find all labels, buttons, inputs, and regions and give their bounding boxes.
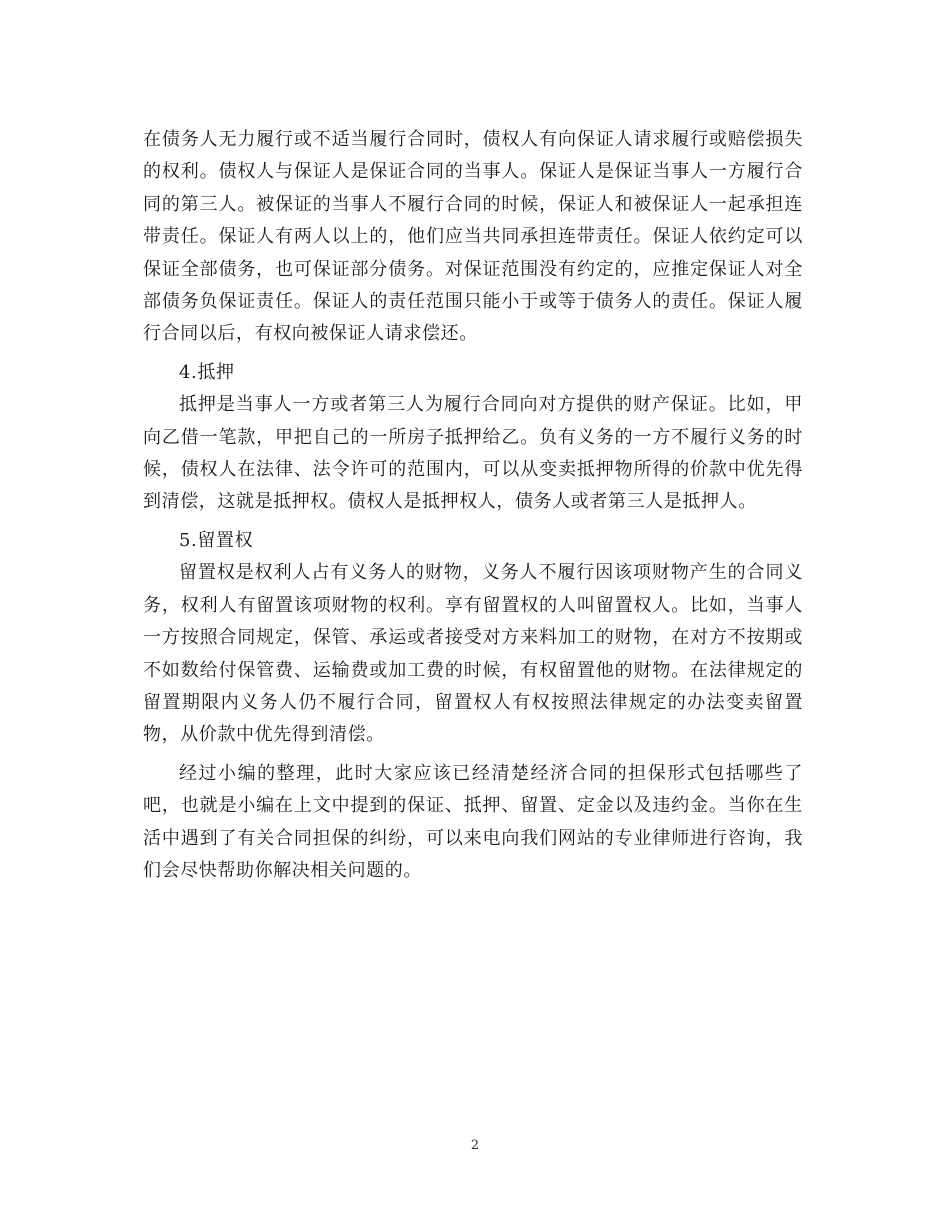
- section-heading-mortgage: 4.抵押: [179, 361, 235, 383]
- paragraph-conclusion: 经过小编的整理，此时大家应该已经清楚经济合同的担保形式包括哪些了吧，也就是小编在上文中提到的保证、抵押、留置、定金以及违约金。当你在生活中遇到了有关合同担保的纠纷，可以来电向我们网站的专业律师进行咨询，我们会尽快帮助你解决相关问题的。: [143, 762, 803, 881]
- paragraph-mortgage: 抵押是当事人一方或者第三人为履行合同向对方提供的财产保证。比如，甲向乙借一笔款，甲把自己的一所房子抵押给乙。负有义务的一方不履行义务的时候，债权人在法律、法令许可的范围内，可以从变卖抵押物所得的价款中优先得到清偿，这就是抵押权。债权人是抵押权人，债务人或者第三人是抵押人。: [143, 394, 803, 513]
- section-heading-lien: 5.留置权: [179, 529, 254, 551]
- page-number: 2: [470, 1138, 480, 1153]
- document-body: [143, 124, 803, 887]
- paragraph-guarantee-continued: 在债务人无力履行或不适当履行合同时，债权人有向保证人请求履行或赔偿损失的权利。债权人与保证人是保证合同的当事人。保证人是保证当事人一方履行合同的第三人。被保证的当事人不履行合同的时候，保证人和被保证人一起承担连带责任。保证人有两人以上的，他们应当共同承担连带责任。保证人依约定可以保证全部债务，也可保证部分债务。对保证范围没有约定的，应推定保证人对全部债务负保证责任。保证人的责任范围只能小于或等于债务人的责任。保证人履行合同以后，有权向被保证人请求偿还。: [143, 129, 803, 345]
- paragraph-lien: 留置权是权利人占有义务人的财物，义务人不履行因该项财物产生的合同义务，权利人有留置该项财物的权利。享有留置权的人叫留置权人。比如，当事人一方按照合同规定，保管、承运或者接受对方来料加工的财物，在对方不按期或不如数给付保管费、运输费或加工费的时候，有权留置他的财物。在法律规定的留置期限内义务人仍不履行合同，留置权人有权按照法律规定的办法变卖留置物，从价款中优先得到清偿。: [143, 562, 803, 746]
